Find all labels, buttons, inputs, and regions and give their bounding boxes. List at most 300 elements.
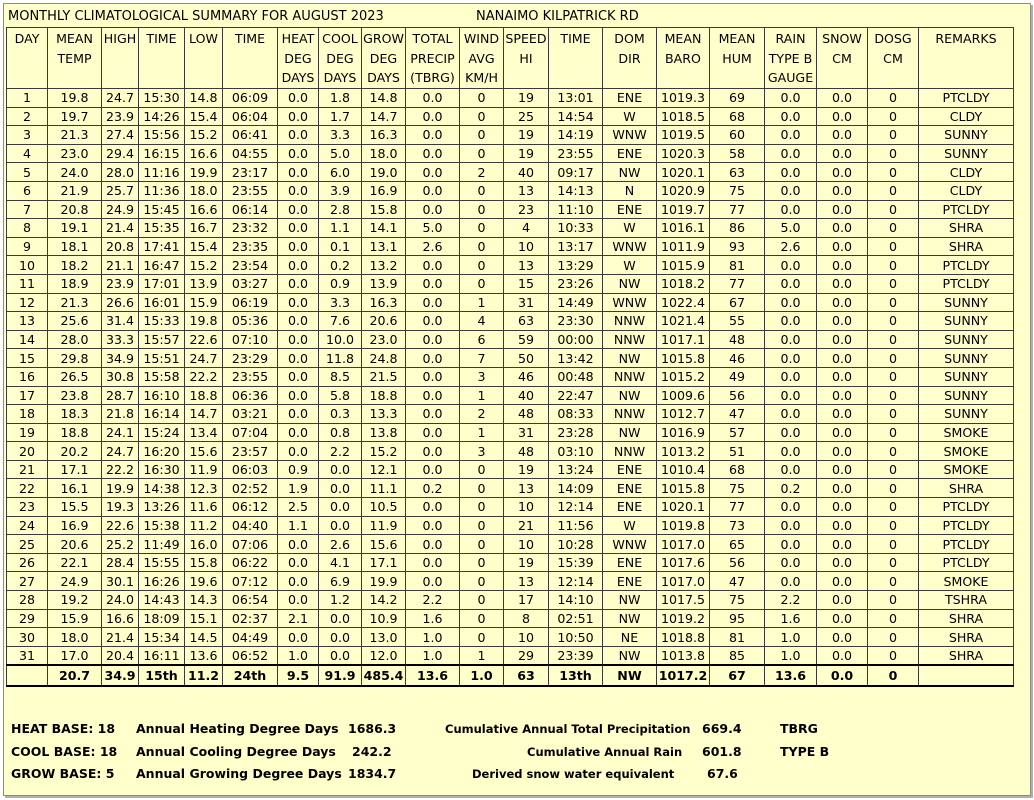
cell-wind-avg: 3 <box>460 367 504 386</box>
cell-remarks: SUNNY <box>919 386 1014 405</box>
cell-total-precip: 1.0 <box>406 646 460 665</box>
cell-high: 23.9 <box>102 107 139 126</box>
cell-mean-hum: 77 <box>710 498 765 517</box>
cell-mean-baro: 1019.2 <box>657 609 710 628</box>
cell-high-time: 17:41 <box>139 237 185 256</box>
cell-high: 30.8 <box>102 367 139 386</box>
cell-wind-avg: 0 <box>460 144 504 163</box>
cell-wind-avg: 2 <box>460 163 504 182</box>
cell-mean-hum: 60 <box>710 126 765 145</box>
cell-rain-type-b: 0.0 <box>765 330 817 349</box>
cell-rain-type-b: 1.0 <box>765 646 817 665</box>
cell-wind-avg: 0 <box>460 460 504 479</box>
cell-dosg: 0 <box>868 553 919 572</box>
cell-rain-type-b: 0.0 <box>765 181 817 200</box>
cell-high: 23.9 <box>102 274 139 293</box>
cell-mean-baro: 1018.5 <box>657 107 710 126</box>
cell-low: 18.8 <box>185 386 223 405</box>
cell-dosg: 0 <box>868 516 919 535</box>
cell-snow: 0.0 <box>817 628 868 647</box>
cell-day: 29 <box>7 609 48 628</box>
column-header-line <box>223 49 277 69</box>
column-header-line <box>223 68 277 88</box>
column-header-line: MEAN <box>718 31 756 46</box>
cell-dom-dir: NW <box>603 591 657 610</box>
column-header-low <box>185 28 223 89</box>
cell-rain-type-b: 0.0 <box>765 293 817 312</box>
cell-low-time: 06:09 <box>223 89 278 108</box>
cell-dosg: 0 <box>868 591 919 610</box>
cell-mean-temp: 15.9 <box>48 609 102 628</box>
cell-high-time: 16:20 <box>139 442 185 461</box>
cell-mean-temp: 18.2 <box>48 256 102 275</box>
column-header-line <box>817 68 867 88</box>
cell-speed-hi: 48 <box>504 405 549 424</box>
cell-dom-dir: NNW <box>603 442 657 461</box>
cell-cool-deg-days: 0.0 <box>319 498 362 517</box>
column-header-line <box>919 68 1013 88</box>
column-header-line <box>185 49 222 69</box>
cell-day: 4 <box>7 144 48 163</box>
cell-rain-type-b: 0.0 <box>765 107 817 126</box>
cell-speed-hi-time: 23:39 <box>549 646 603 665</box>
column-header-line: DEG <box>369 50 398 66</box>
cell-remarks: SHRA <box>919 609 1014 628</box>
table-row <box>7 460 1014 479</box>
cell-speed-hi-time: 09:17 <box>549 163 603 182</box>
cell-low-time: 04:55 <box>223 144 278 163</box>
total-high: 34.9 <box>102 665 139 686</box>
cell-grow-deg-days: 11.9 <box>362 516 406 535</box>
cell-high: 26.6 <box>102 293 139 312</box>
cell-day: 9 <box>7 237 48 256</box>
cell-cool-deg-days: 0.8 <box>319 423 362 442</box>
cell-dosg: 0 <box>868 349 919 368</box>
cell-high: 28.0 <box>102 163 139 182</box>
cell-heat-deg-days: 2.1 <box>278 609 319 628</box>
column-header-line <box>139 68 184 88</box>
column-header-line: KM/H <box>465 70 498 85</box>
cell-rain-type-b: 0.0 <box>765 572 817 591</box>
total-mean-baro: 1017.2 <box>657 665 710 686</box>
cell-total-precip: 0.0 <box>406 256 460 275</box>
cell-remarks: PTCLDY <box>919 89 1014 108</box>
cell-day: 14 <box>7 330 48 349</box>
cell-total-precip: 0.2 <box>406 479 460 498</box>
cell-wind-avg: 2 <box>460 405 504 424</box>
cell-mean-baro: 1010.4 <box>657 460 710 479</box>
cell-day: 12 <box>7 293 48 312</box>
cell-low: 15.1 <box>185 609 223 628</box>
cell-cool-deg-days: 8.5 <box>319 367 362 386</box>
grow-base: GROW BASE: 5 <box>11 766 115 781</box>
cell-low: 15.4 <box>185 237 223 256</box>
cell-remarks: SMOKE <box>919 572 1014 591</box>
cell-high-time: 15:38 <box>139 516 185 535</box>
cell-dom-dir: NW <box>603 386 657 405</box>
cell-mean-temp: 26.5 <box>48 367 102 386</box>
cell-speed-hi-time: 15:39 <box>549 553 603 572</box>
cell-total-precip: 0.0 <box>406 330 460 349</box>
cell-remarks: SUNNY <box>919 330 1014 349</box>
cell-wind-avg: 1 <box>460 423 504 442</box>
cell-cool-deg-days: 2.8 <box>319 200 362 219</box>
column-header-line: TYPE B <box>768 50 813 66</box>
cell-heat-deg-days: 0.0 <box>278 367 319 386</box>
cell-remarks: PTCLDY <box>919 200 1014 219</box>
column-header-row <box>7 28 1014 89</box>
cell-low: 15.2 <box>185 256 223 275</box>
cell-day: 30 <box>7 628 48 647</box>
snow-equivalent-value: 67.6 <box>707 766 738 781</box>
cell-remarks: PTCLDY <box>919 535 1014 554</box>
rain-annual-value: 601.8 <box>702 744 742 759</box>
cell-mean-temp: 23.8 <box>48 386 102 405</box>
table-row <box>7 181 1014 200</box>
cell-high-time: 14:38 <box>139 479 185 498</box>
cell-speed-hi: 17 <box>504 591 549 610</box>
column-header-dom-dir <box>603 28 657 89</box>
cell-speed-hi-time: 14:54 <box>549 107 603 126</box>
cell-speed-hi: 29 <box>504 646 549 665</box>
cell-wind-avg: 0 <box>460 553 504 572</box>
cell-total-precip: 1.6 <box>406 609 460 628</box>
cell-snow: 0.0 <box>817 609 868 628</box>
column-header-wind-avg <box>460 28 504 89</box>
cell-cool-deg-days: 0.0 <box>319 516 362 535</box>
cell-high-time: 16:47 <box>139 256 185 275</box>
cell-heat-deg-days: 0.0 <box>278 144 319 163</box>
total-dosg: 0 <box>868 665 919 686</box>
column-header-line: DAY <box>14 31 40 46</box>
cell-snow: 0.0 <box>817 553 868 572</box>
cell-remarks: SUNNY <box>919 293 1014 312</box>
cell-grow-deg-days: 13.3 <box>362 405 406 424</box>
precip-annual-value: 669.4 <box>702 721 742 736</box>
cell-dosg: 0 <box>868 219 919 238</box>
total-speed-hi: 63 <box>504 665 549 686</box>
cell-low-time: 04:49 <box>223 628 278 647</box>
cell-mean-temp: 19.1 <box>48 219 102 238</box>
cell-high-time: 16:14 <box>139 405 185 424</box>
table-row <box>7 312 1014 331</box>
cell-grow-deg-days: 18.0 <box>362 144 406 163</box>
cell-snow: 0.0 <box>817 293 868 312</box>
cell-mean-baro: 1013.2 <box>657 442 710 461</box>
cell-day: 22 <box>7 479 48 498</box>
cell-mean-hum: 68 <box>710 107 765 126</box>
cell-high: 24.9 <box>102 200 139 219</box>
cell-total-precip: 0.0 <box>406 126 460 145</box>
table-row <box>7 293 1014 312</box>
cell-high: 28.7 <box>102 386 139 405</box>
column-header-line: DEG <box>284 50 312 66</box>
column-header-line <box>102 68 138 88</box>
cell-mean-temp: 22.1 <box>48 553 102 572</box>
column-header-line: HUM <box>722 50 752 66</box>
column-header-line: LOW <box>189 31 218 46</box>
cell-grow-deg-days: 13.1 <box>362 237 406 256</box>
table-row <box>7 628 1014 647</box>
cell-rain-type-b: 0.0 <box>765 553 817 572</box>
column-header-line: RAIN <box>775 31 806 46</box>
cell-mean-temp: 18.3 <box>48 405 102 424</box>
cell-high: 20.8 <box>102 237 139 256</box>
cell-wind-avg: 1 <box>460 646 504 665</box>
cell-rain-type-b: 0.0 <box>765 200 817 219</box>
cell-speed-hi-time: 00:48 <box>549 367 603 386</box>
cell-dom-dir: NW <box>603 274 657 293</box>
cell-mean-temp: 18.9 <box>48 274 102 293</box>
cell-high: 22.6 <box>102 516 139 535</box>
column-header-mean-hum <box>710 28 765 89</box>
snow-equivalent-label: Derived snow water equivalent <box>472 767 675 781</box>
cell-mean-baro: 1022.4 <box>657 293 710 312</box>
cell-cool-deg-days: 0.0 <box>319 479 362 498</box>
cell-total-precip: 0.0 <box>406 405 460 424</box>
cell-wind-avg: 1 <box>460 386 504 405</box>
cell-high-time: 15:57 <box>139 330 185 349</box>
cell-day: 31 <box>7 646 48 665</box>
cell-high: 28.4 <box>102 553 139 572</box>
cell-day: 10 <box>7 256 48 275</box>
cell-mean-baro: 1021.4 <box>657 312 710 331</box>
cell-low-time: 23:54 <box>223 256 278 275</box>
cell-heat-deg-days: 0.0 <box>278 405 319 424</box>
cell-cool-deg-days: 4.1 <box>319 553 362 572</box>
cell-remarks: SUNNY <box>919 144 1014 163</box>
cell-dosg: 0 <box>868 312 919 331</box>
cell-dosg: 0 <box>868 274 919 293</box>
cell-mean-baro: 1017.5 <box>657 591 710 610</box>
cell-mean-temp: 21.3 <box>48 126 102 145</box>
cell-wind-avg: 0 <box>460 498 504 517</box>
table-row <box>7 386 1014 405</box>
cell-dom-dir: WNW <box>603 293 657 312</box>
cell-day: 1 <box>7 89 48 108</box>
cell-grow-deg-days: 14.2 <box>362 591 406 610</box>
cell-grow-deg-days: 19.0 <box>362 163 406 182</box>
total-heat-deg-days: 9.5 <box>278 665 319 686</box>
cell-grow-deg-days: 10.5 <box>362 498 406 517</box>
cell-snow: 0.0 <box>817 312 868 331</box>
cell-high: 21.4 <box>102 628 139 647</box>
total-snow: 0.0 <box>817 665 868 686</box>
column-header-speed-hi <box>504 28 549 89</box>
cell-total-precip: 0.0 <box>406 442 460 461</box>
column-header-line <box>504 68 548 88</box>
grow-annual-label: Annual Growing Degree Days <box>136 766 342 781</box>
total-cool-deg-days: 91.9 <box>319 665 362 686</box>
cell-cool-deg-days: 0.0 <box>319 460 362 479</box>
cell-cool-deg-days: 1.1 <box>319 219 362 238</box>
cell-speed-hi-time: 12:14 <box>549 498 603 517</box>
cell-day: 18 <box>7 405 48 424</box>
cell-wind-avg: 6 <box>460 330 504 349</box>
cell-total-precip: 0.0 <box>406 293 460 312</box>
cell-mean-baro: 1017.0 <box>657 535 710 554</box>
cell-wind-avg: 0 <box>460 479 504 498</box>
cell-rain-type-b: 1.0 <box>765 628 817 647</box>
cell-low: 15.8 <box>185 553 223 572</box>
cell-total-precip: 2.2 <box>406 591 460 610</box>
cell-wind-avg: 0 <box>460 237 504 256</box>
totals-row <box>7 665 1014 686</box>
cell-cool-deg-days: 3.3 <box>319 293 362 312</box>
cell-wind-avg: 0 <box>460 274 504 293</box>
cell-heat-deg-days: 0.9 <box>278 460 319 479</box>
cell-high: 19.9 <box>102 479 139 498</box>
cell-snow: 0.0 <box>817 423 868 442</box>
cell-day: 23 <box>7 498 48 517</box>
cell-total-precip: 0.0 <box>406 312 460 331</box>
cell-speed-hi-time: 14:09 <box>549 479 603 498</box>
cell-mean-hum: 93 <box>710 237 765 256</box>
cell-rain-type-b: 0.0 <box>765 442 817 461</box>
cell-speed-hi-time: 11:10 <box>549 200 603 219</box>
cell-mean-baro: 1017.0 <box>657 572 710 591</box>
cell-low-time: 06:22 <box>223 553 278 572</box>
cell-heat-deg-days: 0.0 <box>278 386 319 405</box>
cell-wind-avg: 0 <box>460 256 504 275</box>
column-header-line: HEAT <box>281 31 315 46</box>
cell-remarks: SMOKE <box>919 442 1014 461</box>
heat-base: HEAT BASE: 18 <box>11 721 116 736</box>
cell-day: 19 <box>7 423 48 442</box>
cell-cool-deg-days: 1.8 <box>319 89 362 108</box>
cell-mean-baro: 1020.1 <box>657 498 710 517</box>
cell-speed-hi-time: 14:10 <box>549 591 603 610</box>
cell-speed-hi: 59 <box>504 330 549 349</box>
cell-remarks: PTCLDY <box>919 498 1014 517</box>
cell-high-time: 13:26 <box>139 498 185 517</box>
cell-dom-dir: W <box>603 107 657 126</box>
cell-high-time: 16:01 <box>139 293 185 312</box>
cell-high-time: 16:26 <box>139 572 185 591</box>
cell-remarks: SHRA <box>919 479 1014 498</box>
cell-heat-deg-days: 0.0 <box>278 274 319 293</box>
cell-high-time: 15:51 <box>139 349 185 368</box>
cell-snow: 0.0 <box>817 646 868 665</box>
total-mean-temp: 20.7 <box>48 665 102 686</box>
cell-mean-hum: 86 <box>710 219 765 238</box>
cell-high: 25.7 <box>102 181 139 200</box>
cell-dosg: 0 <box>868 237 919 256</box>
cell-cool-deg-days: 0.9 <box>319 274 362 293</box>
cell-snow: 0.0 <box>817 181 868 200</box>
cell-remarks: SMOKE <box>919 423 1014 442</box>
table-row <box>7 609 1014 628</box>
cell-total-precip: 0.0 <box>406 535 460 554</box>
column-header-high <box>102 28 139 89</box>
cell-speed-hi-time: 10:28 <box>549 535 603 554</box>
cell-rain-type-b: 2.2 <box>765 591 817 610</box>
cell-mean-baro: 1018.8 <box>657 628 710 647</box>
cell-high: 20.4 <box>102 646 139 665</box>
cell-heat-deg-days: 0.0 <box>278 163 319 182</box>
cell-grow-deg-days: 18.8 <box>362 386 406 405</box>
cell-speed-hi-time: 08:33 <box>549 405 603 424</box>
table-row <box>7 237 1014 256</box>
cell-wind-avg: 1 <box>460 293 504 312</box>
cell-low: 15.9 <box>185 293 223 312</box>
column-header-line: HI <box>519 50 533 66</box>
cell-heat-deg-days: 0.0 <box>278 535 319 554</box>
cell-grow-deg-days: 15.2 <box>362 442 406 461</box>
table-row <box>7 572 1014 591</box>
cell-heat-deg-days: 0.0 <box>278 293 319 312</box>
cell-heat-deg-days: 0.0 <box>278 200 319 219</box>
cell-wind-avg: 0 <box>460 535 504 554</box>
cell-low: 19.8 <box>185 312 223 331</box>
cell-grow-deg-days: 13.0 <box>362 628 406 647</box>
cell-high-time: 16:11 <box>139 646 185 665</box>
heat-annual-value: 1686.3 <box>348 721 397 736</box>
cell-dom-dir: NNW <box>603 312 657 331</box>
cell-speed-hi-time: 23:28 <box>549 423 603 442</box>
cell-heat-deg-days: 1.9 <box>278 479 319 498</box>
column-header-line: DIR <box>618 50 641 66</box>
cell-speed-hi: 31 <box>504 423 549 442</box>
cell-high: 30.1 <box>102 572 139 591</box>
cell-speed-hi-time: 11:56 <box>549 516 603 535</box>
cell-low: 15.6 <box>185 442 223 461</box>
cell-mean-hum: 47 <box>710 405 765 424</box>
cell-remarks: PTCLDY <box>919 516 1014 535</box>
cell-cool-deg-days: 5.0 <box>319 144 362 163</box>
cell-mean-hum: 85 <box>710 646 765 665</box>
cell-dosg: 0 <box>868 181 919 200</box>
cell-total-precip: 0.0 <box>406 274 460 293</box>
cell-wind-avg: 3 <box>460 442 504 461</box>
cell-high-time: 14:26 <box>139 107 185 126</box>
cell-low: 24.7 <box>185 349 223 368</box>
cell-speed-hi: 4 <box>504 219 549 238</box>
column-header-line: PRECIP <box>410 50 455 66</box>
cell-high: 24.1 <box>102 423 139 442</box>
cell-mean-baro: 1019.5 <box>657 126 710 145</box>
cell-low-time: 06:03 <box>223 460 278 479</box>
column-header-line <box>710 68 764 88</box>
cell-heat-deg-days: 0.0 <box>278 126 319 145</box>
cell-low: 15.4 <box>185 107 223 126</box>
cell-remarks: PTCLDY <box>919 553 1014 572</box>
table-row <box>7 163 1014 182</box>
cell-total-precip: 0.0 <box>406 163 460 182</box>
column-header-rain-type-b <box>765 28 817 89</box>
cell-remarks: SHRA <box>919 237 1014 256</box>
daily-rows <box>7 89 1014 666</box>
cell-mean-temp: 25.6 <box>48 312 102 331</box>
cell-day: 24 <box>7 516 48 535</box>
cell-mean-hum: 56 <box>710 386 765 405</box>
cell-low: 11.2 <box>185 516 223 535</box>
climate-summary-table <box>6 27 1014 687</box>
cell-heat-deg-days: 2.5 <box>278 498 319 517</box>
cell-cool-deg-days: 1.2 <box>319 591 362 610</box>
table-row <box>7 516 1014 535</box>
cell-wind-avg: 4 <box>460 312 504 331</box>
column-header-line: DOSG <box>874 31 912 46</box>
cell-speed-hi-time: 14:13 <box>549 181 603 200</box>
cell-snow: 0.0 <box>817 479 868 498</box>
cell-mean-hum: 95 <box>710 609 765 628</box>
cell-dosg: 0 <box>868 442 919 461</box>
cell-dosg: 0 <box>868 126 919 145</box>
cell-dom-dir: W <box>603 219 657 238</box>
cell-low-time: 23:35 <box>223 237 278 256</box>
cell-high: 27.4 <box>102 126 139 145</box>
